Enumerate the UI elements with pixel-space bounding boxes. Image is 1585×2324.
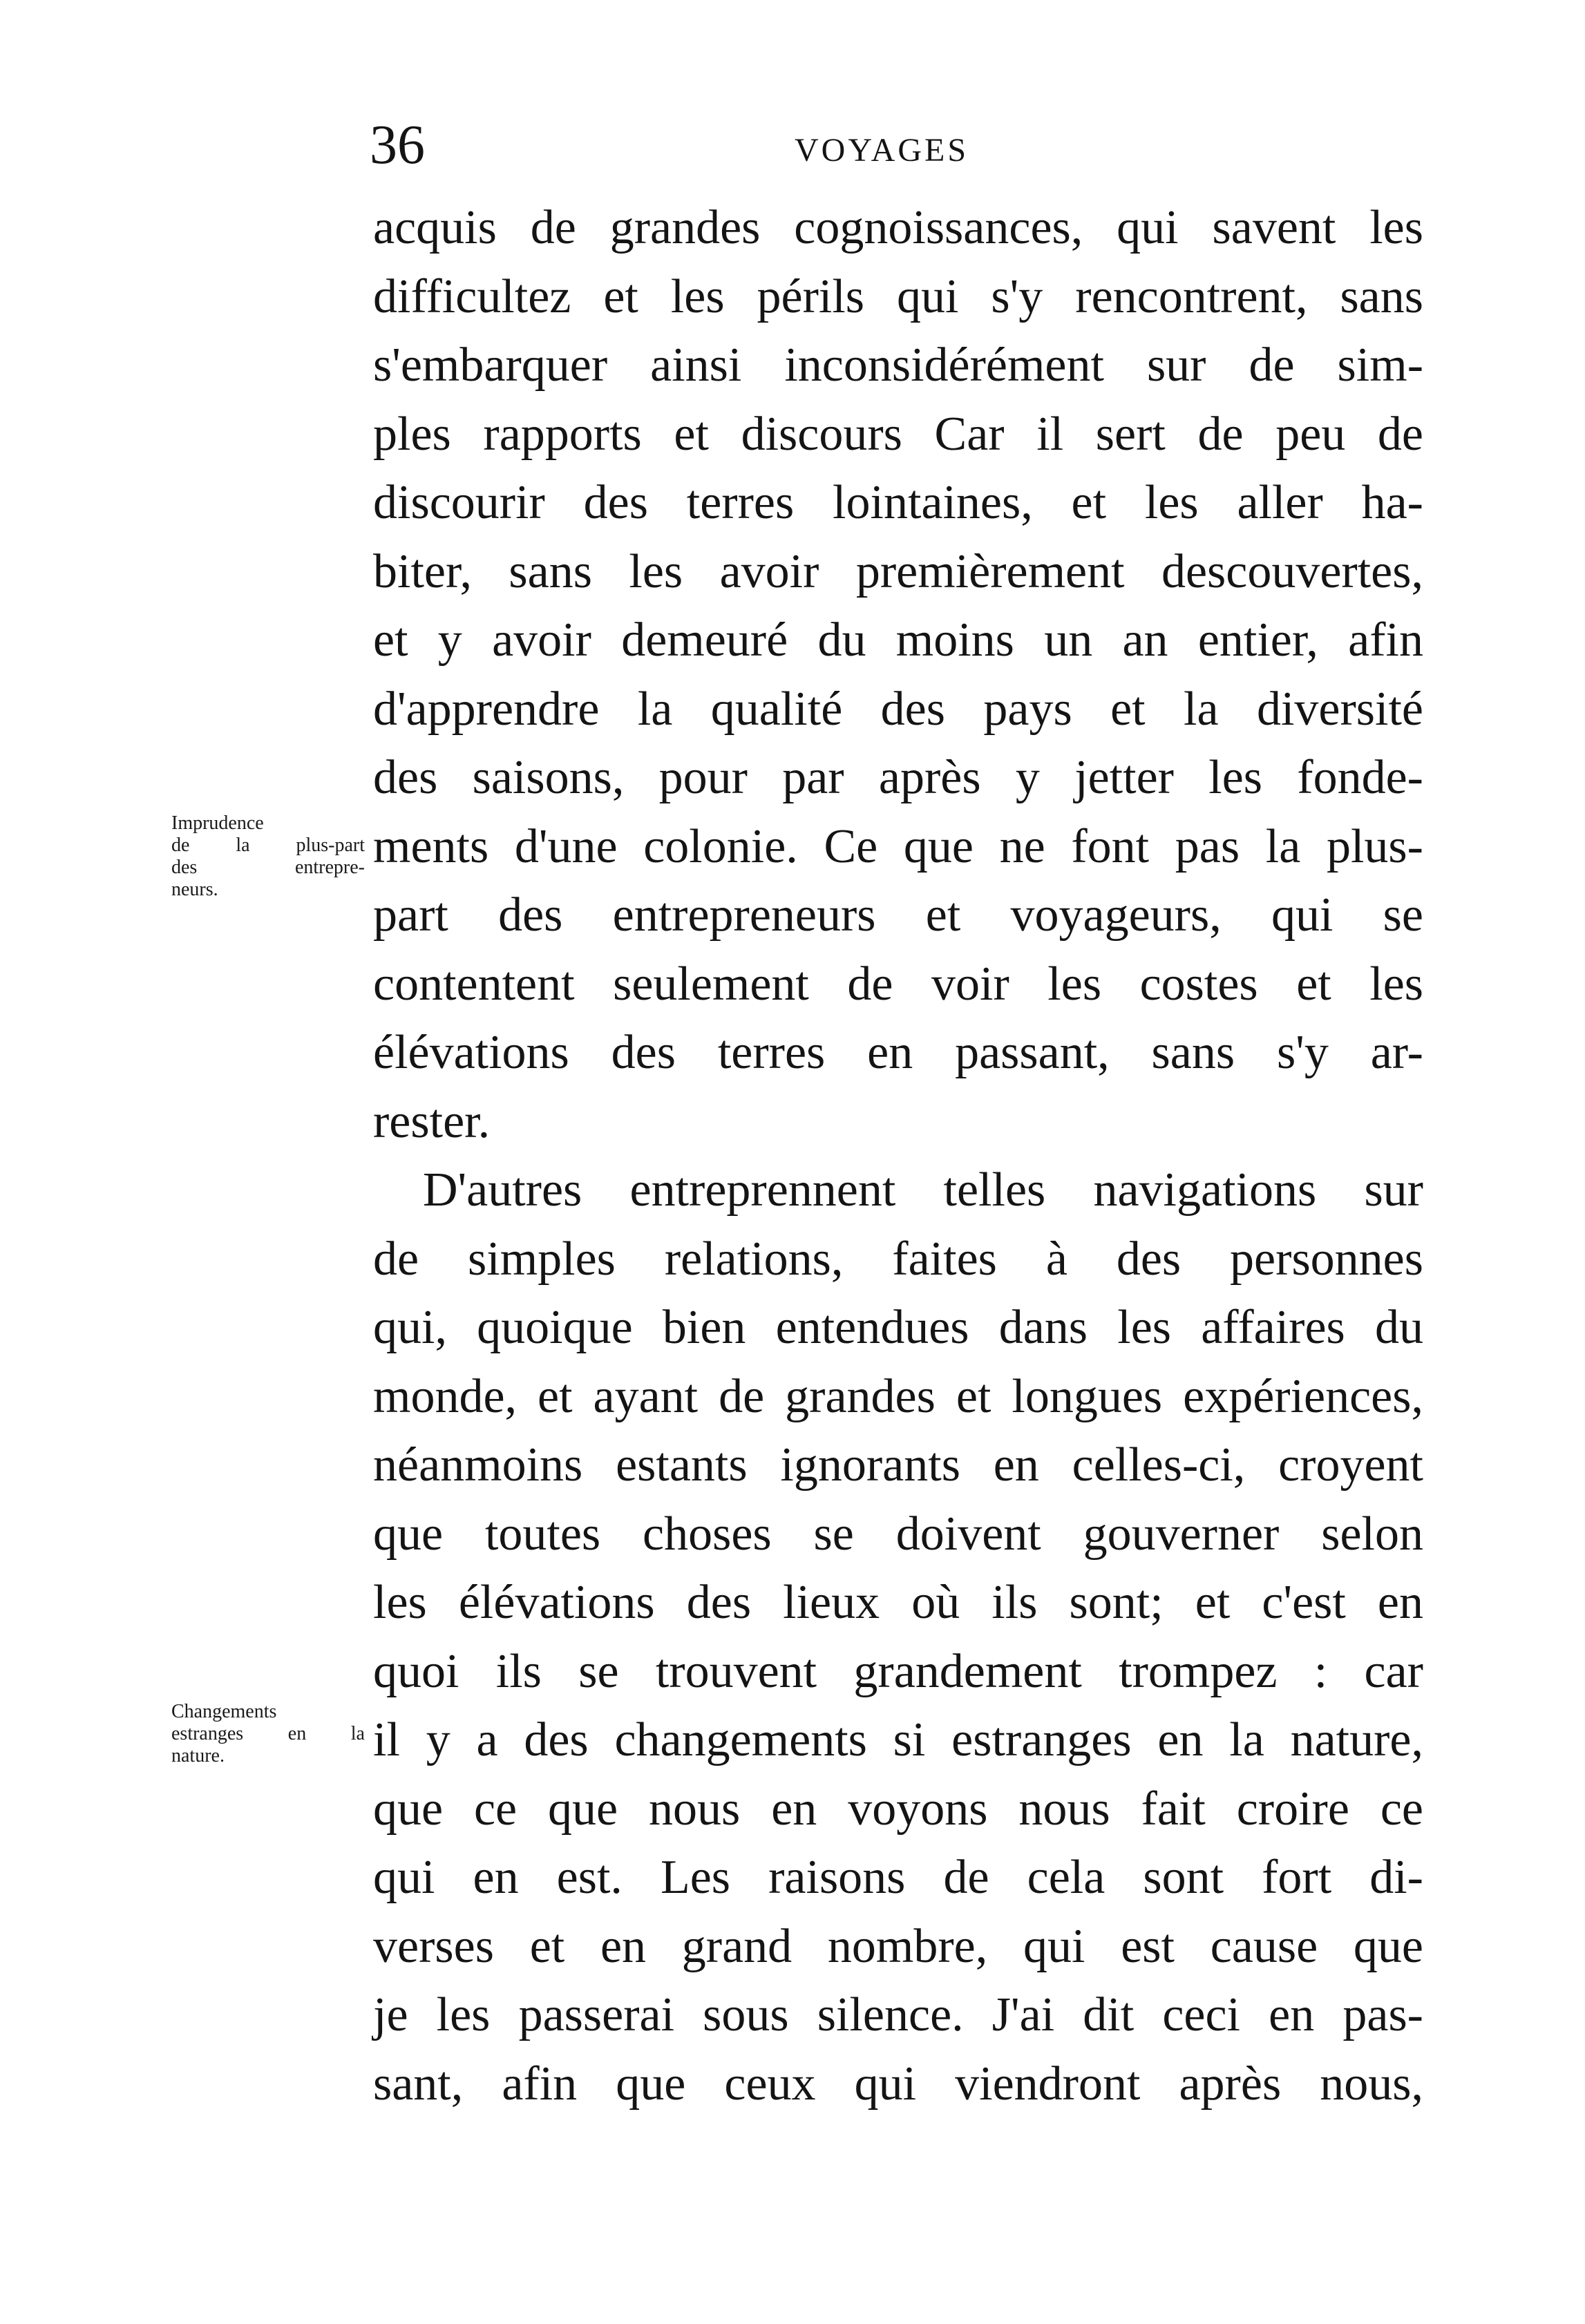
text-line: que toutes choses se doivent gouverner selon <box>373 1507 1423 1561</box>
text-line: que ce que nous en voyons nous fait croire ce <box>373 1782 1423 1836</box>
margin-note-line: nature. <box>171 1745 225 1766</box>
text-line: néanmoins estants ignorants en celles-ci, croyent <box>373 1438 1423 1492</box>
margin-note-line: des entrepre- <box>171 857 365 878</box>
running-head: VOYAGES <box>795 132 969 169</box>
body-text <box>373 193 1423 2118</box>
page-number: 36 <box>370 115 425 175</box>
text-line: ples rapports et discours Car il sert de peu de <box>373 407 1423 461</box>
text-line: de simples relations, faites à des personnes <box>373 1232 1423 1286</box>
text-line: part des entrepreneurs et voyageurs, qui se <box>373 888 1423 942</box>
text-line: biter, sans les avoir premièrement descouvertes, <box>373 544 1423 598</box>
text-line: les élévations des lieux où ils sont; et c'est en <box>373 1576 1423 1629</box>
text-line: rester. <box>373 1094 491 1148</box>
text-line: acquis de grandes cognoissances, qui savent les <box>373 201 1423 254</box>
margin-note-line: Imprudence <box>171 812 264 834</box>
text-line: d'apprendre la qualité des pays et la diversité <box>373 682 1423 736</box>
text-line: je les passerai sous silence. J'ai dit ceci en pas- <box>373 1988 1423 2041</box>
text-line: élévations des terres en passant, sans s'y ar- <box>373 1026 1423 1079</box>
margin-note-changements <box>171 1701 365 1767</box>
text-line: s'embarquer ainsi inconsidérément sur de sim- <box>373 339 1423 392</box>
margin-note-line: de la plus-part <box>171 835 365 856</box>
text-line: verses et en grand nombre, qui est cause que <box>373 1919 1423 1973</box>
text-line: ments d'une colonie. Ce que ne font pas la plus- <box>373 819 1423 873</box>
margin-note-imprudence <box>171 812 365 901</box>
text-line: D'autres entreprennent telles navigations sur <box>423 1163 1423 1217</box>
text-line: sant, afin que ceux qui viendront après nous, <box>373 2057 1423 2111</box>
margin-note-line: Changements <box>171 1701 277 1722</box>
text-line: monde, et ayant de grandes et longues expériences, <box>373 1369 1423 1423</box>
margin-note-line: estranges en la <box>171 1723 365 1744</box>
text-line: difficultez et les périls qui s'y rencontrent, sans <box>373 269 1423 323</box>
text-line: il y a des changements si estranges en la nature, <box>373 1713 1423 1766</box>
text-line: qui en est. Les raisons de cela sont fort di- <box>373 1851 1423 1904</box>
text-line: des saisons, pour par après y jetter les fonde- <box>373 751 1423 804</box>
text-line: discourir des terres lointaines, et les aller ha- <box>373 476 1423 529</box>
margin-note-line: neurs. <box>171 879 218 900</box>
text-line: qui, quoique bien entendues dans les affaires du <box>373 1301 1423 1354</box>
text-line: contentent seulement de voir les costes et les <box>373 957 1423 1011</box>
text-line: quoi ils se trouvent grandement trompez : car <box>373 1644 1423 1698</box>
text-line: et y avoir demeuré du moins un an entier, afin <box>373 613 1423 667</box>
page-header <box>370 104 1427 193</box>
